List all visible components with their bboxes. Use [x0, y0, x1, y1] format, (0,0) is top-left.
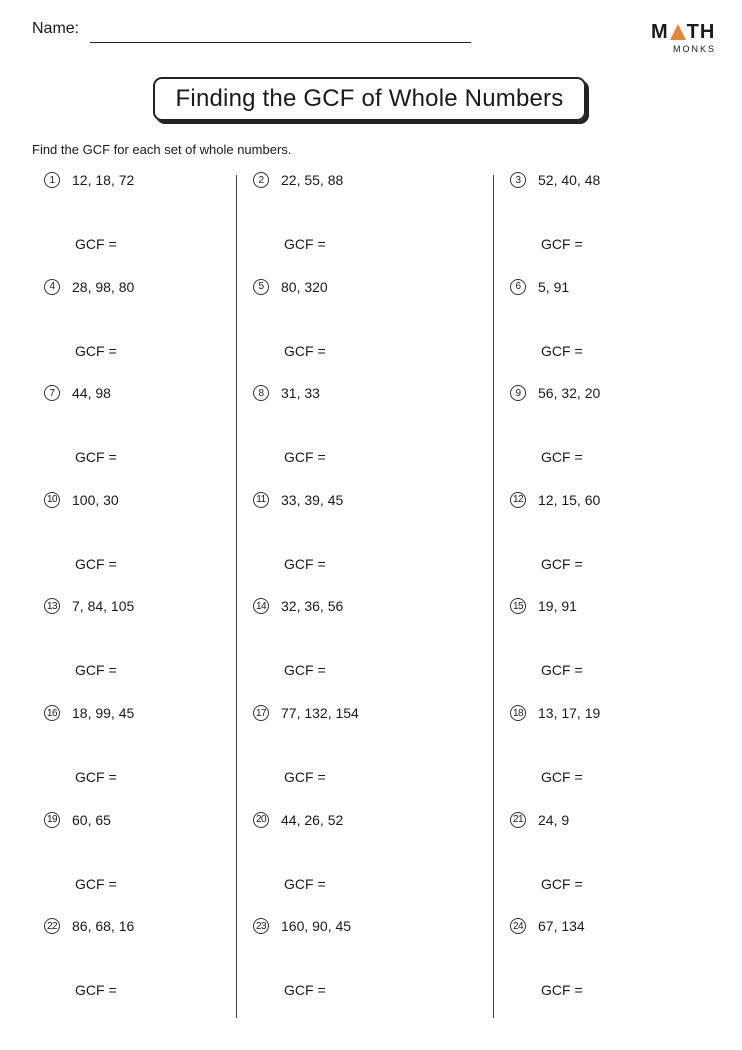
problem-number-circle: 24 — [510, 918, 526, 934]
problem-11 — [253, 490, 343, 510]
column-divider — [493, 175, 494, 1018]
problem-4 — [44, 277, 134, 297]
problem-number-circle: 14 — [253, 598, 269, 614]
problem-14 — [253, 596, 343, 616]
problem-values: 160, 90, 45 — [281, 918, 352, 935]
problem-values: 60, 65 — [72, 811, 111, 828]
problem-number-circle: 21 — [510, 812, 526, 828]
problem-values: 86, 68, 16 — [72, 918, 135, 935]
logo-text-th: TH — [686, 21, 716, 43]
problem-6 — [510, 277, 569, 297]
gcf-answer-label[interactable]: GCF = — [75, 982, 117, 999]
problem-values: 33, 39, 45 — [281, 491, 344, 508]
problem-15 — [510, 596, 577, 616]
gcf-answer-label[interactable]: GCF = — [284, 769, 326, 785]
problem-values: 12, 18, 72 — [72, 172, 135, 188]
problem-20 — [253, 810, 343, 830]
problem-18 — [510, 703, 600, 723]
problem-values: 80, 320 — [281, 278, 328, 295]
problem-number-circle: 15 — [510, 598, 526, 614]
problem-19 — [44, 810, 111, 830]
gcf-answer-label[interactable]: GCF = — [75, 342, 117, 359]
problem-9 — [510, 383, 600, 403]
worksheet-title: Finding the GCF of Whole Numbers — [153, 77, 586, 121]
problem-number-circle: 1 — [44, 172, 60, 188]
problem-10 — [44, 490, 119, 510]
gcf-answer-label[interactable]: GCF = — [284, 875, 326, 892]
problem-2 — [253, 170, 343, 190]
gcf-answer-label[interactable]: GCF = — [75, 449, 117, 466]
gcf-answer-label[interactable]: GCF = — [541, 555, 583, 572]
gcf-answer-label[interactable]: GCF = — [75, 555, 117, 572]
gcf-answer-label[interactable]: GCF = — [541, 769, 583, 785]
problem-number-circle: 19 — [44, 812, 60, 828]
problem-5 — [253, 277, 328, 297]
problem-1 — [44, 170, 134, 190]
problem-16 — [44, 703, 134, 723]
gcf-answer-label[interactable]: GCF = — [75, 875, 117, 892]
problem-number-circle: 4 — [44, 279, 60, 295]
problem-number-circle: 2 — [253, 172, 269, 188]
problem-values: 19, 91 — [538, 598, 577, 615]
instructions: Find the GCF for each set of whole numbers. — [32, 142, 292, 157]
gcf-answer-label[interactable]: GCF = — [284, 662, 326, 679]
gcf-answer-label[interactable]: GCF = — [284, 555, 326, 572]
problem-number-circle: 23 — [253, 918, 269, 934]
problem-values: 56, 32, 20 — [538, 385, 601, 402]
gcf-answer-label[interactable]: GCF = — [541, 875, 583, 892]
gcf-answer-label[interactable]: GCF = — [75, 769, 117, 785]
problem-number-circle: 3 — [510, 172, 526, 188]
problem-number-circle: 12 — [510, 492, 526, 508]
name-field-line[interactable] — [90, 42, 471, 43]
problem-17 — [253, 703, 359, 723]
problem-values: 67, 134 — [538, 918, 585, 935]
problem-22 — [44, 916, 134, 936]
gcf-answer-label[interactable]: GCF = — [284, 342, 326, 359]
problem-values: 13, 17, 19 — [538, 705, 601, 721]
gcf-answer-label[interactable]: GCF = — [75, 662, 117, 679]
gcf-answer-label[interactable]: GCF = — [541, 342, 583, 359]
problem-values: 18, 99, 45 — [72, 705, 135, 721]
problem-values: 31, 33 — [281, 385, 320, 402]
name-label: Name: — [32, 20, 80, 37]
gcf-answer-label[interactable]: GCF = — [284, 982, 326, 999]
problem-values: 52, 40, 48 — [538, 172, 601, 188]
problem-24 — [510, 916, 585, 936]
gcf-answer-label[interactable]: GCF = — [541, 449, 583, 466]
problem-number-circle: 5 — [253, 279, 269, 295]
problem-number-circle: 11 — [253, 492, 269, 508]
column-divider — [236, 175, 237, 1018]
problem-23 — [253, 916, 351, 936]
problem-8 — [253, 383, 320, 403]
problem-number-circle: 13 — [44, 598, 60, 614]
gcf-answer-label[interactable]: GCF = — [541, 982, 583, 999]
problem-number-circle: 17 — [253, 705, 269, 721]
problem-values: 24, 9 — [538, 811, 570, 828]
problem-values: 7, 84, 105 — [72, 598, 135, 615]
problem-21 — [510, 810, 569, 830]
gcf-answer-label[interactable]: GCF = — [284, 236, 326, 252]
logo-triangle-icon — [670, 24, 686, 40]
problem-values: 44, 26, 52 — [281, 811, 344, 828]
problem-number-circle: 8 — [253, 385, 269, 401]
problem-13 — [44, 596, 134, 616]
problem-number-circle: 20 — [253, 812, 269, 828]
problem-number-circle: 22 — [44, 918, 60, 934]
problem-number-circle: 7 — [44, 385, 60, 401]
problem-values: 32, 36, 56 — [281, 598, 344, 615]
problem-values: 5, 91 — [538, 278, 570, 295]
gcf-answer-label[interactable]: GCF = — [541, 662, 583, 679]
problem-number-circle: 9 — [510, 385, 526, 401]
problem-values: 22, 55, 88 — [281, 172, 344, 188]
problem-12 — [510, 490, 600, 510]
problem-7 — [44, 383, 111, 403]
problem-number-circle: 16 — [44, 705, 60, 721]
gcf-answer-label[interactable]: GCF = — [541, 236, 583, 252]
problem-values: 28, 98, 80 — [72, 278, 135, 295]
gcf-answer-label[interactable]: GCF = — [75, 236, 117, 252]
gcf-answer-label[interactable]: GCF = — [284, 449, 326, 466]
problem-values: 77, 132, 154 — [281, 705, 359, 721]
logo-text-monks: MONKS — [673, 44, 717, 54]
problem-values: 100, 30 — [72, 491, 119, 508]
problem-values: 44, 98 — [72, 385, 111, 402]
logo-text-m: M — [651, 21, 669, 43]
problem-values: 12, 15, 60 — [538, 491, 601, 508]
math-monks-logo — [651, 22, 723, 56]
problem-3 — [510, 170, 600, 190]
problem-number-circle: 6 — [510, 279, 526, 295]
problem-number-circle: 18 — [510, 705, 526, 721]
problem-number-circle: 10 — [44, 492, 60, 508]
